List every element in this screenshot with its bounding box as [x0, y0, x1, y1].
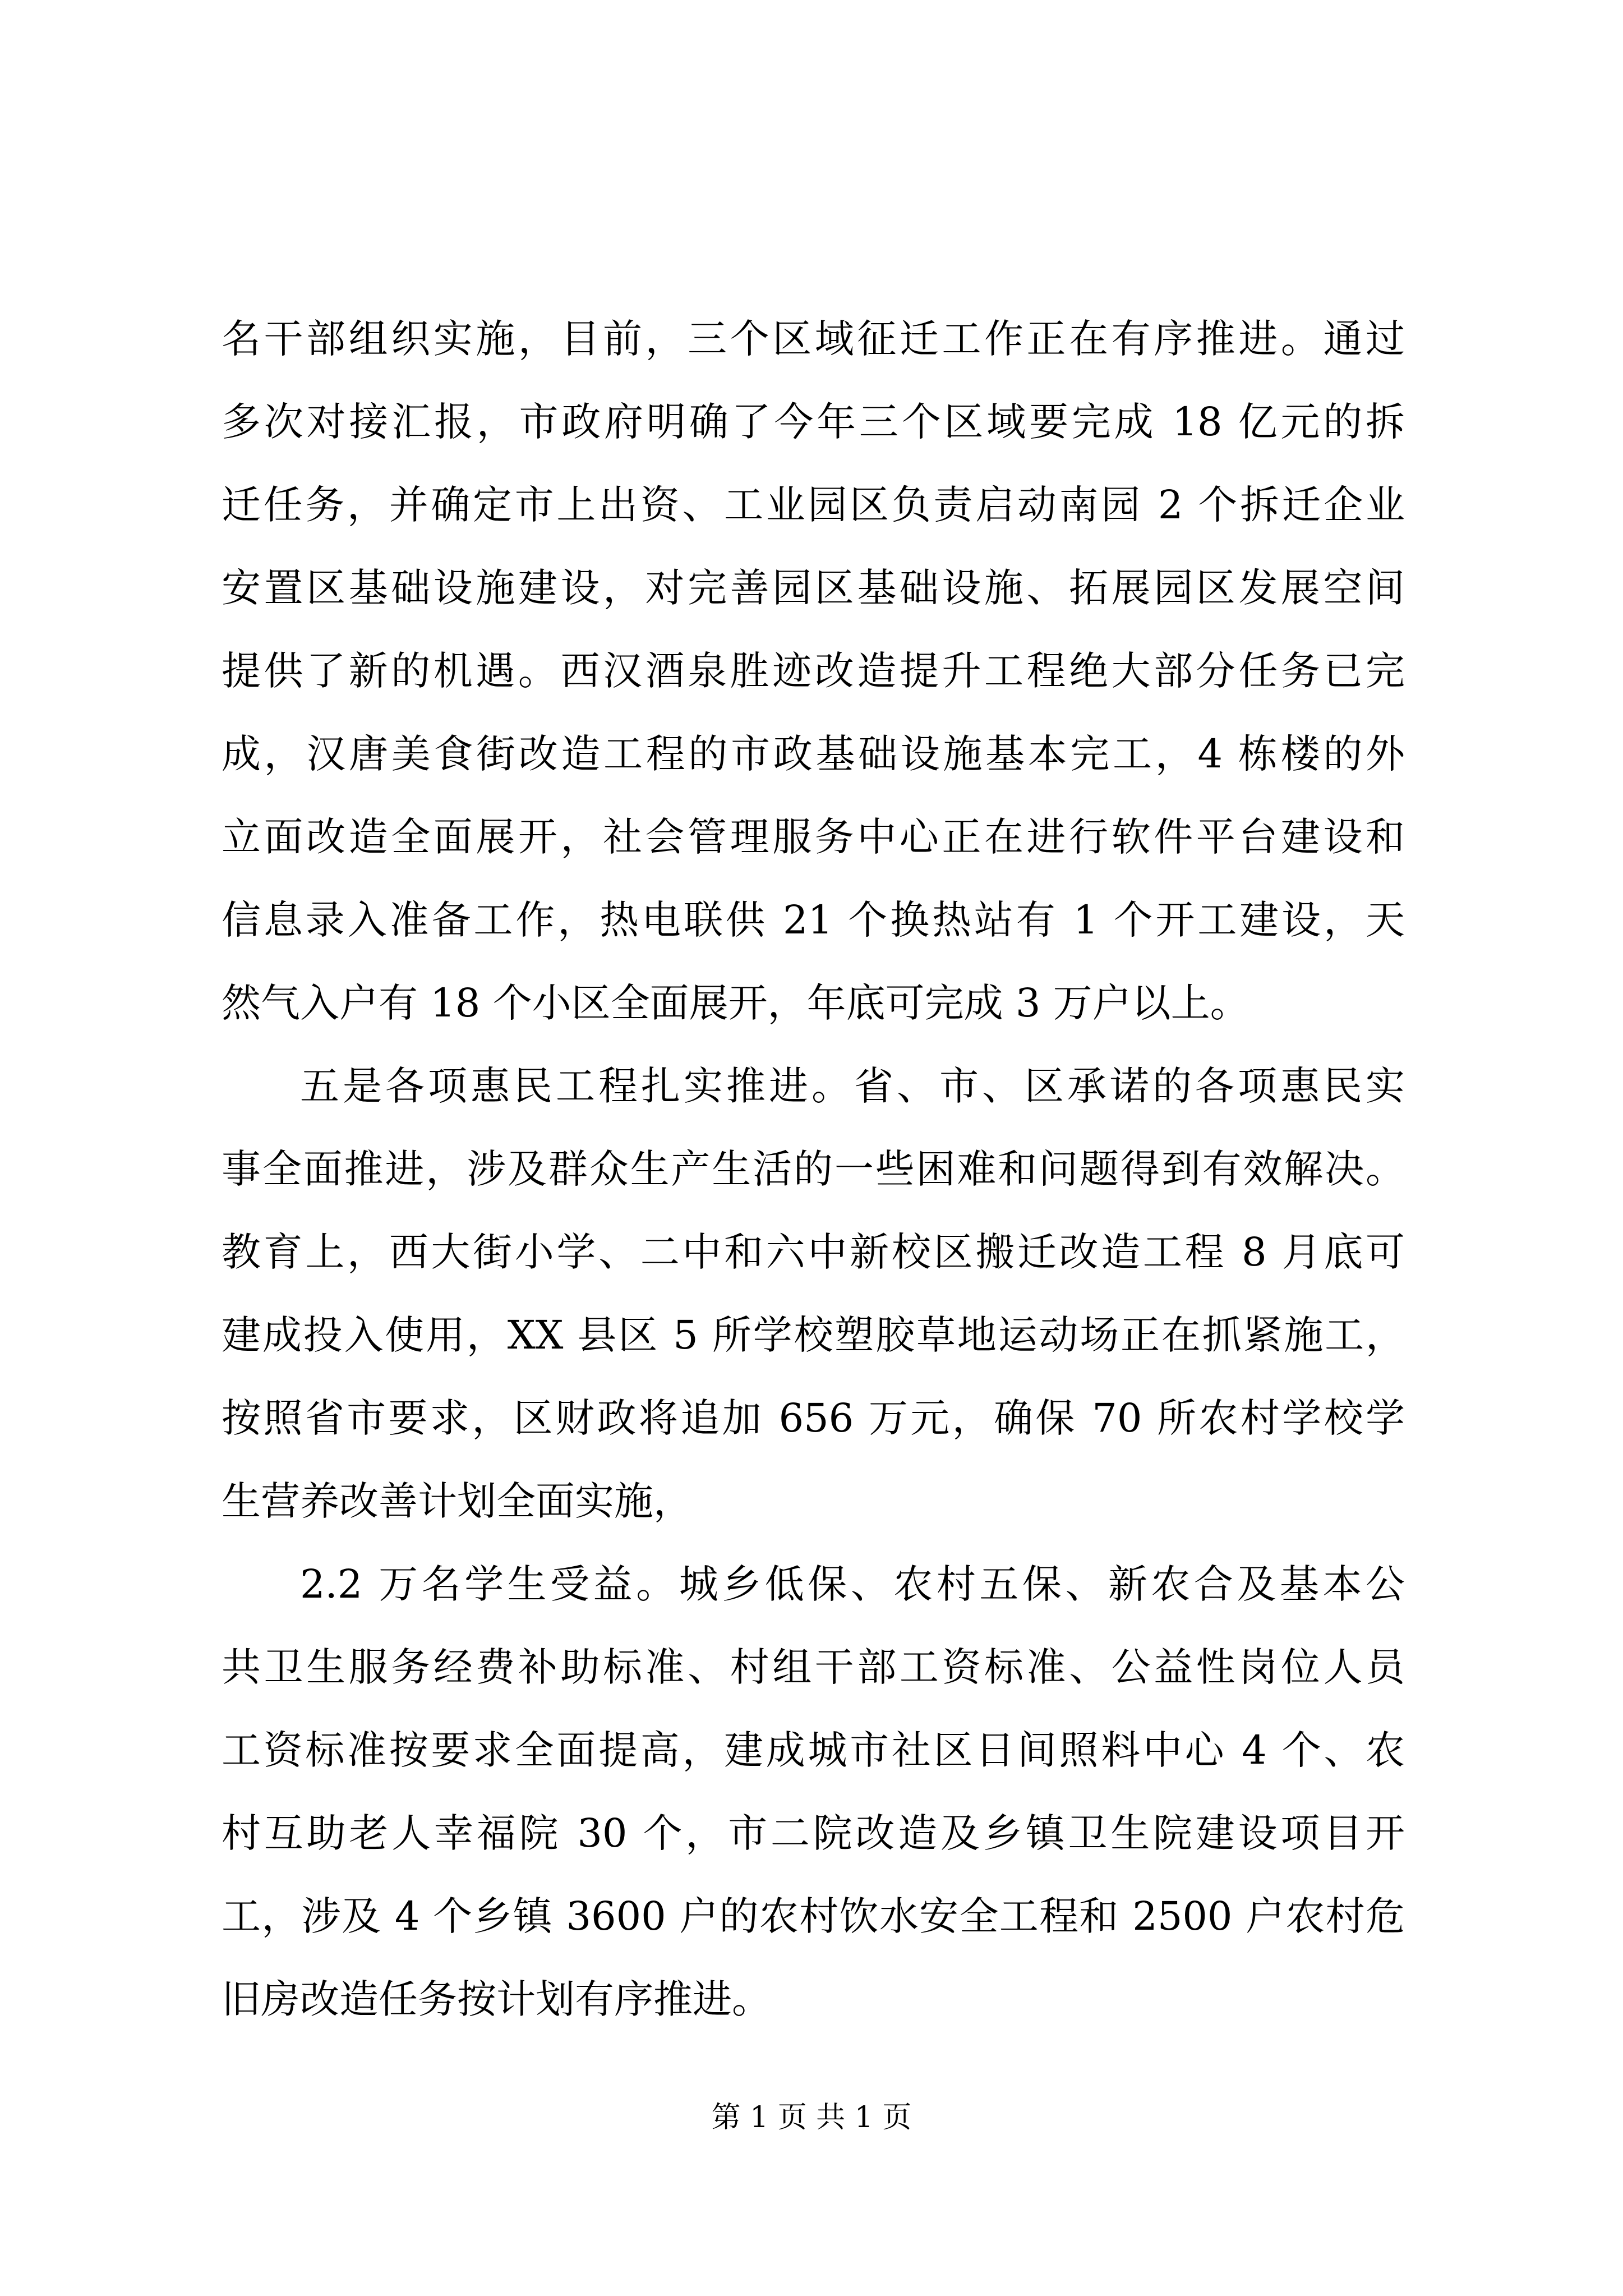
text-line: 村互助老人幸福院 30 个，市二院改造及乡镇卫生院建设项目开 [222, 1810, 1405, 1856]
text-line: 2.2 万名学生受益。城乡低保、农村五保、新农合及基本公 [300, 1561, 1405, 1607]
text-line: 多次对接汇报，市政府明确了今年三个区域要完成 18 亿元的拆 [222, 399, 1405, 445]
text-line: 然气入户有 18 个小区全面展开，年底可完成 3 万户以上。 [222, 980, 1249, 1026]
text-line: 五是各项惠民工程扎实推进。省、市、区承诺的各项惠民实 [300, 1063, 1405, 1109]
text-line: 提供了新的机遇。西汉酒泉胜迹改造提升工程绝大部分任务已完 [222, 648, 1405, 694]
page-number-footer: 第 1 页 共 1 页 [711, 2101, 912, 2134]
text-line: 工，涉及 4 个乡镇 3600 户的农村饮水安全工程和 2500 户农村危 [222, 1893, 1405, 1939]
text-line: 教育上，西大街小学、二中和六中新校区搬迁改造工程 8 月底可 [222, 1229, 1405, 1275]
text-line: 旧房改造任务按计划有序推进。 [222, 1976, 771, 2022]
text-line: 名干部组织实施，目前，三个区域征迁工作正在有序推进。通过 [222, 316, 1405, 362]
document-body [222, 297, 1405, 2041]
text-line: 按照省市要求，区财政将追加 656 万元，确保 70 所农村学校学 [222, 1395, 1405, 1441]
text-line: 信息录入准备工作，热电联供 21 个换热站有 1 个开工建设，天 [222, 897, 1405, 943]
text-line: 建成投入使用，XX 县区 5 所学校塑胶草地运动场正在抓紧施工， [222, 1312, 1405, 1358]
text-line: 生营养改善计划全面实施， [222, 1478, 693, 1524]
text-line: 立面改造全面展开，社会管理服务中心正在进行软件平台建设和 [222, 814, 1405, 860]
text-line: 工资标准按要求全面提高，建成城市社区日间照料中心 4 个、农 [222, 1727, 1405, 1773]
text-line: 安置区基础设施建设，对完善园区基础设施、拓展园区发展空间 [222, 565, 1405, 611]
text-line: 事全面推进，涉及群众生产生活的一些困难和问题得到有效解决。 [222, 1146, 1405, 1192]
text-line: 成，汉唐美食街改造工程的市政基础设施基本完工，4 栋楼的外 [222, 731, 1405, 777]
text-line: 共卫生服务经费补助标准、村组干部工资标准、公益性岗位人员 [222, 1644, 1405, 1690]
text-line: 迁任务，并确定市上出资、工业园区负责启动南园 2 个拆迁企业 [222, 482, 1405, 528]
